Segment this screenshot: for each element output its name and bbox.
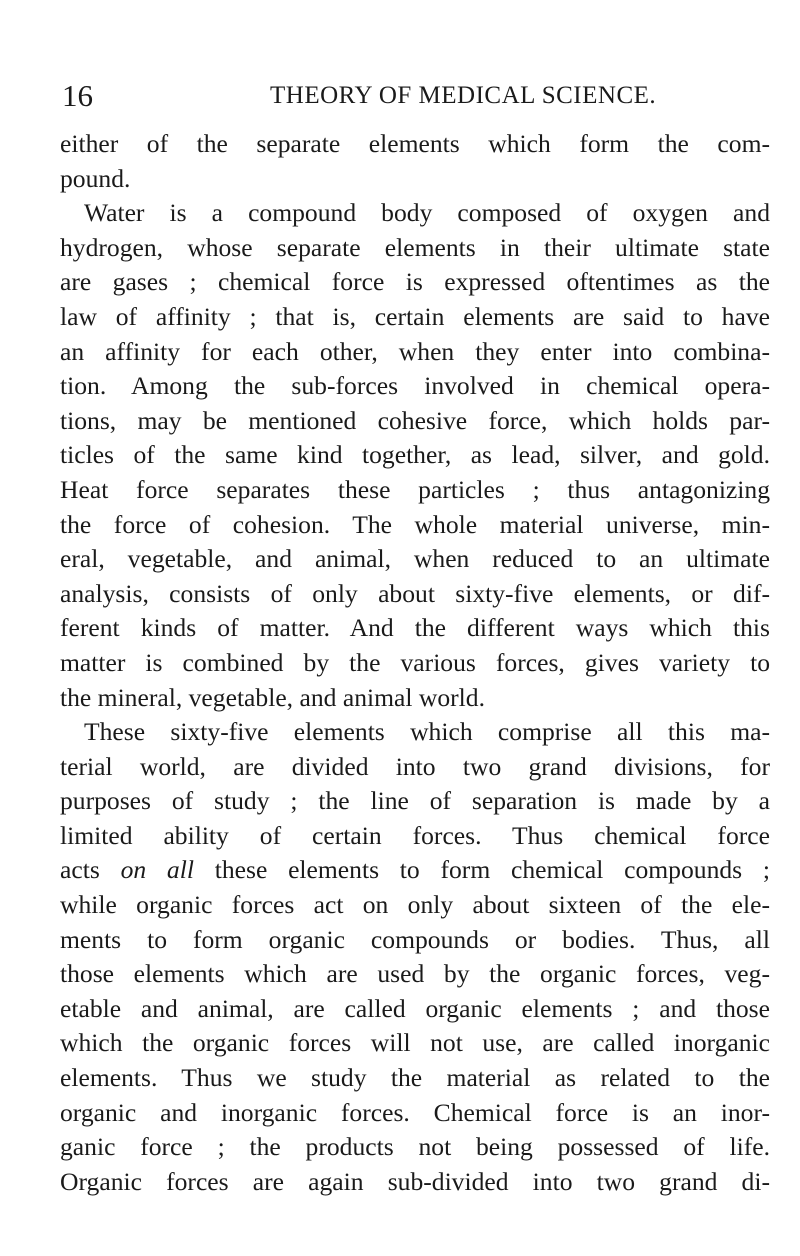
page-number: 16 xyxy=(62,78,93,113)
body-text xyxy=(60,127,770,1199)
text-line: terial world, are divided into two grand divisions, for xyxy=(60,751,770,781)
text-line: which the organic forces will not use, are called inorganic xyxy=(60,1028,770,1058)
italic-emphasis: on all xyxy=(120,855,194,885)
text-line: etable and animal, are called organic elements ; and those xyxy=(60,993,770,1023)
text-line: those elements which are used by the organic forces, veg- xyxy=(60,959,770,989)
text-fragment: acts xyxy=(60,855,121,885)
text-line: while organic forces act on only about sixteen of the ele- xyxy=(60,890,770,920)
text-line: law of affinity ; that is, certain elements are said to have xyxy=(60,301,770,331)
text-line: Water is a compound body composed of oxygen and xyxy=(84,198,770,228)
text-line: elements. Thus we study the material as related to the xyxy=(60,1063,770,1093)
text-line: organic and inorganic forces. Chemical force is an inor- xyxy=(60,1097,770,1127)
text-line: tion. Among the sub-forces involved in chemical opera- xyxy=(60,371,770,401)
text-line: ferent kinds of matter. And the different ways which this xyxy=(60,613,770,643)
running-title: THEORY OF MEDICAL SCIENCE. xyxy=(270,82,657,109)
text-line: ganic force ; the products not being possessed of life. xyxy=(60,1132,770,1162)
running-header xyxy=(62,78,768,114)
text-line: hydrogen, whose separate elements in their ultimate state xyxy=(60,232,770,262)
text-line: are gases ; chemical force is expressed oftentimes as the xyxy=(60,267,770,297)
text-line: pound. xyxy=(60,163,131,193)
text-line: ticles of the same kind together, as lead, silver, and gold. xyxy=(60,440,770,470)
text-line: Heat force separates these particles ; thus antagonizing xyxy=(60,474,770,504)
text-line: These sixty-five elements which comprise all this ma- xyxy=(84,717,770,747)
text-line: tions, may be mentioned cohesive force, which holds par- xyxy=(60,405,770,435)
text-line: eral, vegetable, and animal, when reduced to an ultimate xyxy=(60,544,770,574)
text-line: ments to form organic compounds or bodies. Thus, all xyxy=(60,924,770,954)
text-line: Organic forces are again sub-divided into two grand di- xyxy=(60,1166,770,1196)
text-line: the force of cohesion. The whole material universe, min- xyxy=(60,509,770,539)
text-line: an affinity for each other, when they enter into combina- xyxy=(60,336,770,366)
text-fragment: these elements to form chemical compounds ; xyxy=(193,855,771,885)
text-line-with-italic xyxy=(60,853,770,888)
text-line: analysis, consists of only about sixty-five elements, or dif- xyxy=(60,578,770,608)
text-line: limited ability of certain forces. Thus chemical force xyxy=(60,820,770,850)
text-line: the mineral, vegetable, and animal world. xyxy=(60,682,485,712)
text-line: matter is combined by the various forces, gives variety to xyxy=(60,647,770,677)
text-line: purposes of study ; the line of separation is made by a xyxy=(60,786,770,816)
text-line: either of the separate elements which form the com- xyxy=(60,129,770,158)
